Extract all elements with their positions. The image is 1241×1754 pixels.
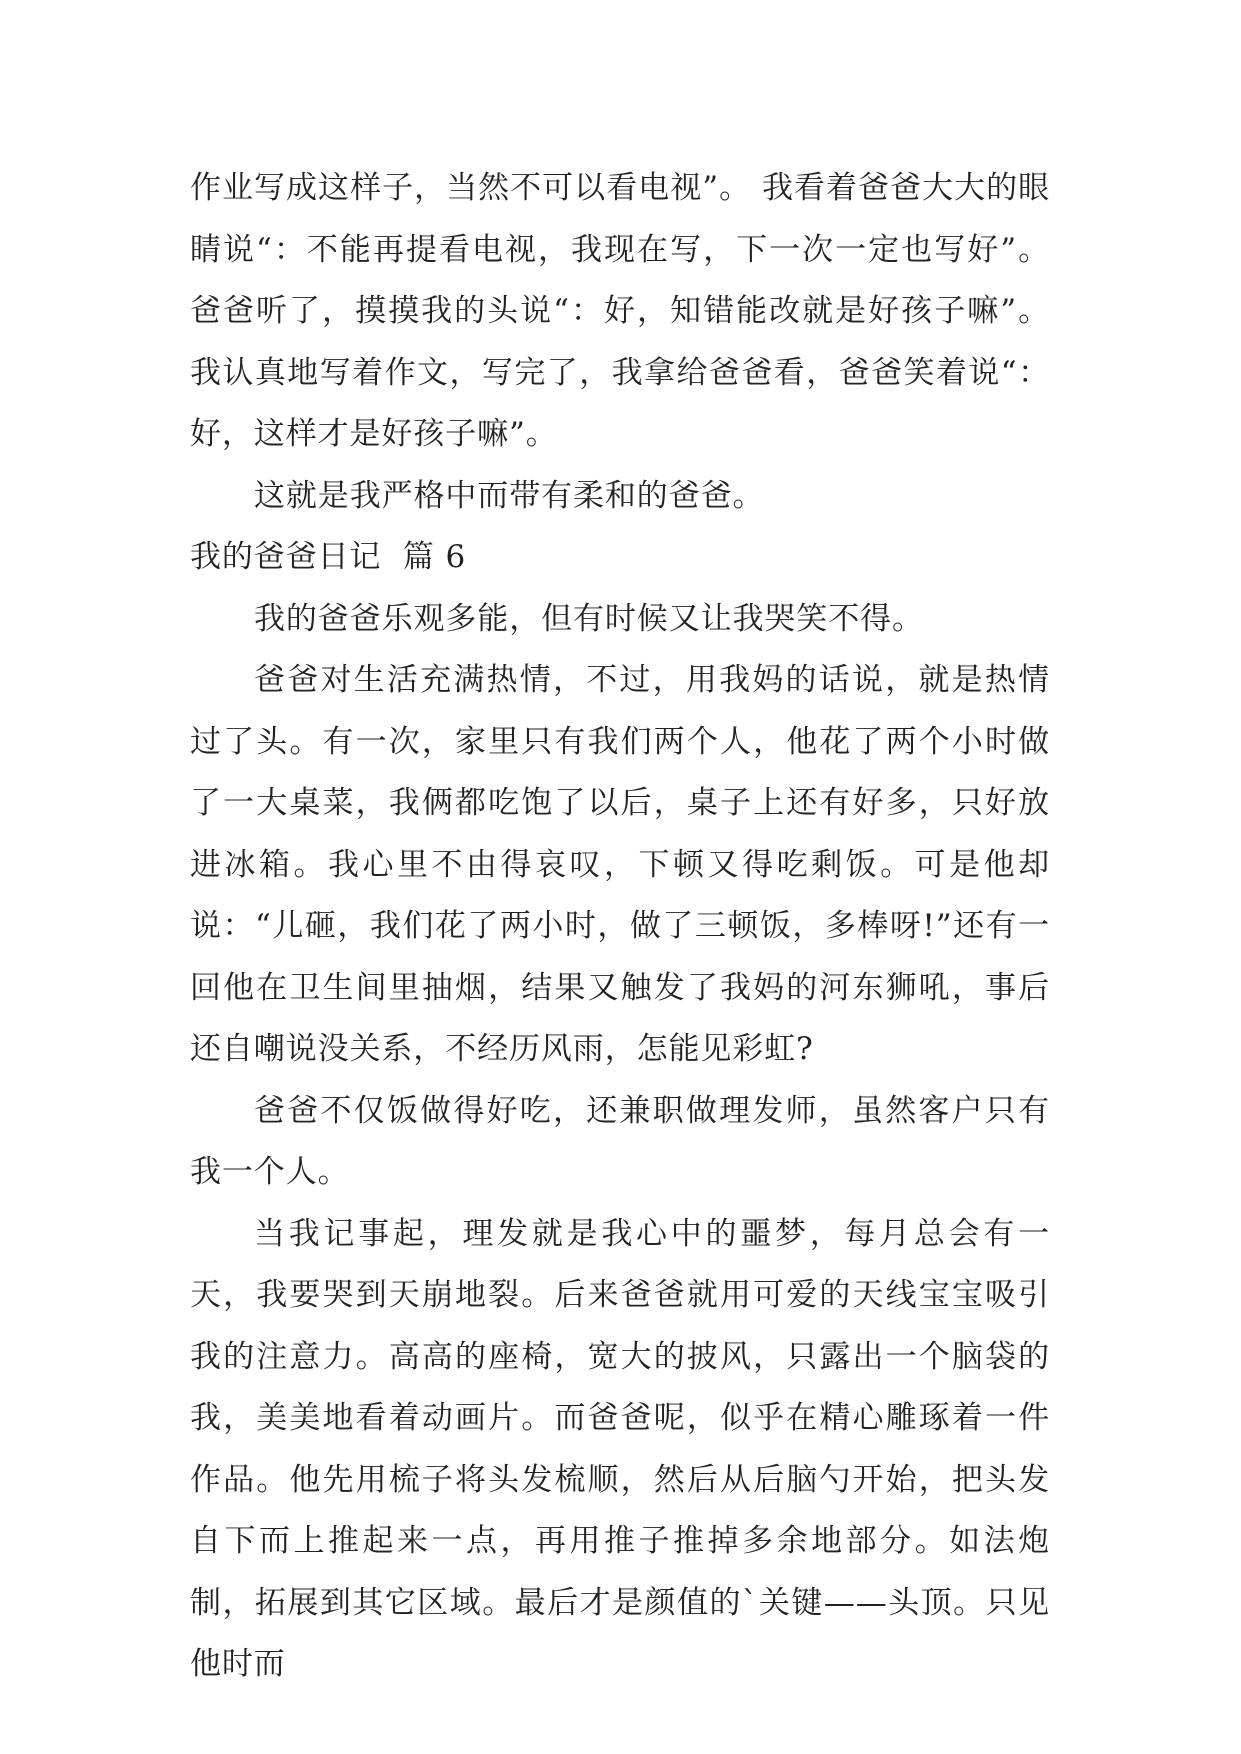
body-paragraph: 爸爸不仅饭做得好吃，还兼职做理发师，虽然客户只有我一个人。 [190,1092,1050,1190]
body-paragraph: 当我记事起，理发就是我心中的噩梦，每月总会有一天，我要哭到天崩地裂。后来爸爸就用可爱的天线宝宝吸引我的注意力。高高的座椅，宽大的披风，只露出一个脑袋的我，美美地看着动画片。而爸爸呢，似乎在精心雕琢着一件作品。他先用梳子将头发梳顺，然后从后脑勺开始，把头发自下而上推起来一点，再用推子推掉多余地部分。如法炮制，拓展到其它区域。最后才是颜值的`关键——头顶。只见他时而 [190,1215,1050,1682]
section-heading: 我的爸爸日记 篇 6 [190,539,467,575]
body-paragraph: 这就是我严格中而带有柔和的爸爸。 [254,477,765,514]
body-paragraph: 作业写成这样子，当然不可以看电视”。 我看着爸爸大大的眼睛说“：不能再提看电视，我现在写，下一次一定也写好”。爸爸听了，摸摸我的头说“：好，知错能改就是好孩子嘛”。我认真地写着作文，写完了，我拿给爸爸看，爸爸笑着说“：好，这样才是好孩子嘛”。 [190,170,1050,452]
body-paragraph: 爸爸对生活充满热情，不过，用我妈的话说，就是热情过了头。有一次，家里只有我们两个人，他花了两个小时做了一大桌菜，我俩都吃饱了以后，桌子上还有好多，只好放进冰箱。我心里不由得哀叹，下顿又得吃剩饭。可是他却说：“儿砸，我们花了两小时，做了三顿饭，多棒呀!”还有一回他在卫生间里抽烟，结果又触发了我妈的河东狮吼，事后还自嘲说没关系，不经历风雨，怎能见彩虹? [190,662,1050,1067]
document-page [190,158,1050,1696]
body-paragraph: 我的爸爸乐观多能，但有时候又让我哭笑不得。 [254,600,924,637]
